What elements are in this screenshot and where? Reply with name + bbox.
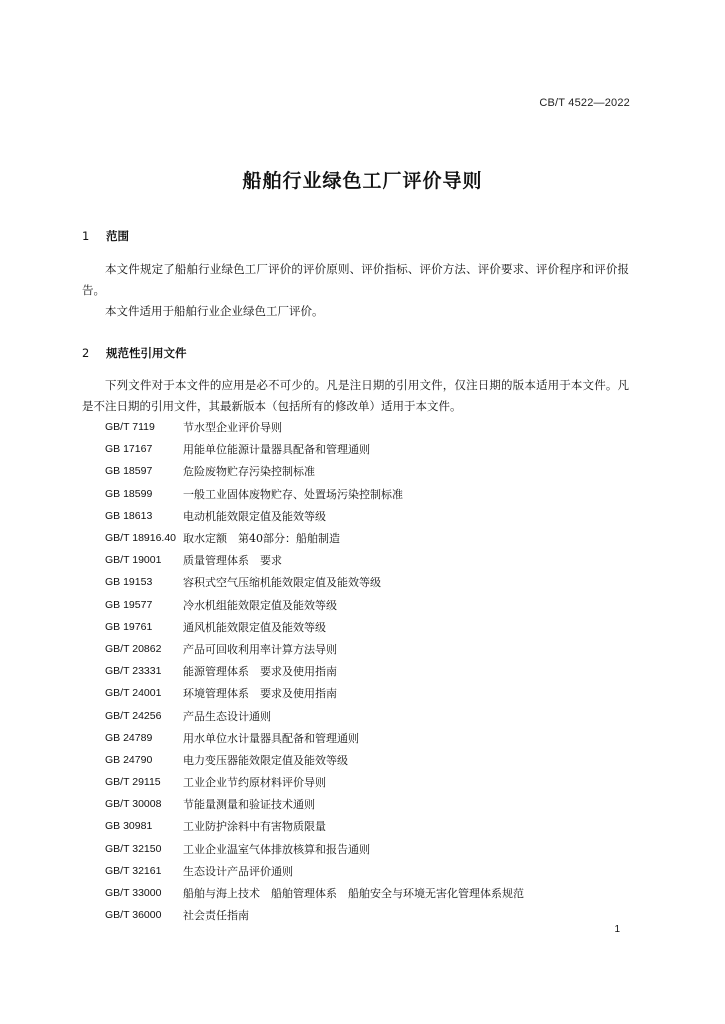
reference-code: GB/T 29115: [105, 776, 161, 789]
reference-code: GB/T 36000: [105, 909, 162, 922]
reference-code: GB/T 7119: [105, 421, 155, 434]
reference-item: [105, 704, 635, 726]
reference-title: 用能单位能源计量器具配备和管理通则: [183, 443, 370, 457]
reference-item: [105, 505, 635, 527]
reference-title: 电动机能效限定值及能效等级: [183, 509, 326, 523]
reference-code: GB 19153: [105, 576, 153, 589]
reference-code: GB/T 18916.40: [105, 532, 177, 545]
reference-item: [105, 660, 635, 682]
reference-title: 危险废物贮存污染控制标准: [183, 465, 315, 479]
reference-item: [105, 571, 635, 593]
reference-item: [105, 416, 635, 438]
reference-title: 社会责任指南: [183, 909, 249, 923]
section-title: 规范性引用文件: [106, 346, 187, 360]
reference-code: GB/T 23331: [105, 665, 162, 678]
reference-item: [105, 638, 635, 660]
reference-item: [105, 549, 635, 571]
reference-code: GB/T 24001: [105, 687, 162, 700]
reference-code: GB 30981: [105, 820, 153, 833]
reference-item: [105, 438, 635, 460]
reference-item: [105, 771, 635, 793]
reference-code: GB 19577: [105, 598, 153, 611]
reference-title: 工业企业温室气体排放核算和报告通则: [183, 842, 370, 856]
reference-title: 质量管理体系 要求: [183, 554, 282, 568]
reference-title: 用水单位水计量器具配备和管理通则: [183, 731, 359, 745]
reference-item: [105, 904, 635, 926]
reference-item: [105, 882, 635, 904]
reference-item: [105, 616, 635, 638]
section-heading-normative-references: [82, 345, 187, 361]
reference-title: 取水定额 第40部分：船舶制造: [183, 532, 340, 546]
reference-title: 产品生态设计通则: [183, 709, 271, 723]
section-number: 1: [82, 229, 90, 243]
reference-title: 生态设计产品评价通则: [183, 864, 293, 878]
reference-code: GB 18599: [105, 487, 153, 500]
section-heading-scope: [82, 228, 129, 244]
reference-code: GB 18597: [105, 465, 153, 478]
reference-title: 一般工业固体废物贮存、处置场污染控制标准: [183, 487, 403, 501]
reference-title: 产品可回收利用率计算方法导则: [183, 642, 337, 656]
page-number: 1: [614, 924, 620, 935]
reference-item: [105, 727, 635, 749]
reference-title: 环境管理体系 要求及使用指南: [183, 687, 337, 701]
section-number: 2: [82, 346, 90, 360]
reference-code: GB/T 24256: [105, 709, 162, 722]
reference-item: [105, 460, 635, 482]
reference-item: [105, 793, 635, 815]
reference-title: 船舶与海上技术 船舶管理体系 船舶安全与环境无害化管理体系规范: [183, 887, 524, 901]
reference-code: GB 24789: [105, 731, 153, 744]
reference-code: GB/T 33000: [105, 887, 162, 900]
reference-code: GB 18613: [105, 509, 153, 522]
reference-title: 节能量测量和验证技术通则: [183, 798, 315, 812]
references-intro-paragraph: 下列文件对于本文件的应用是必不可少的。凡是注日期的引用文件，仅注日期的版本适用于本文件。凡是不注日期的引用文件，其最新版本（包括所有的修改单）适用于本文件。: [82, 378, 629, 413]
reference-code: GB 24790: [105, 753, 153, 766]
reference-code: GB 19761: [105, 620, 153, 633]
reference-item: [105, 682, 635, 704]
scope-paragraph-2: 本文件适用于船舶行业企业绿色工厂评价。: [105, 304, 324, 318]
reference-title: 通风机能效限定值及能效等级: [183, 620, 326, 634]
reference-code: GB/T 19001: [105, 554, 162, 567]
section-title: 范围: [106, 229, 129, 243]
reference-list: [105, 416, 635, 926]
reference-title: 冷水机组能效限定值及能效等级: [183, 598, 337, 612]
reference-code: GB/T 32161: [105, 864, 162, 877]
standard-number: CB/T 4522—2022: [539, 97, 630, 109]
document-title: 船舶行业绿色工厂评价导则: [242, 170, 483, 192]
reference-item: [105, 749, 635, 771]
reference-title: 能源管理体系 要求及使用指南: [183, 665, 337, 679]
reference-code: GB/T 32150: [105, 842, 162, 855]
reference-title: 工业企业节约原材料评价导则: [183, 776, 326, 790]
reference-item: [105, 483, 635, 505]
reference-item: [105, 860, 635, 882]
reference-item: [105, 527, 635, 549]
reference-item: [105, 594, 635, 616]
reference-title: 工业防护涂料中有害物质限量: [183, 820, 326, 834]
reference-title: 容积式空气压缩机能效限定值及能效等级: [183, 576, 381, 590]
reference-title: 电力变压器能效限定值及能效等级: [183, 753, 348, 767]
reference-code: GB/T 20862: [105, 642, 162, 655]
reference-code: GB/T 30008: [105, 798, 162, 811]
reference-title: 节水型企业评价导则: [183, 421, 282, 435]
reference-item: [105, 838, 635, 860]
reference-code: GB 17167: [105, 443, 153, 456]
scope-paragraph-1: 本文件规定了船舶行业绿色工厂评价的评价原则、评价指标、评价方法、评价要求、评价程序和评价报告。: [82, 262, 629, 297]
reference-item: [105, 815, 635, 837]
